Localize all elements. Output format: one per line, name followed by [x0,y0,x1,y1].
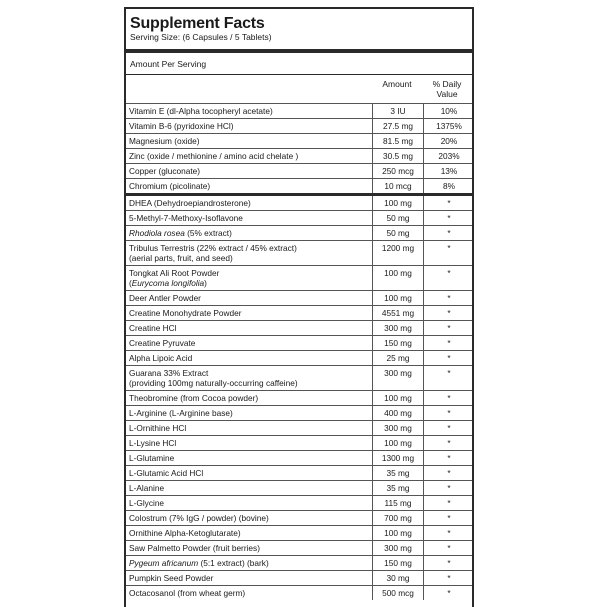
table-row [126,226,474,241]
amount-value: 25 mg [373,351,424,366]
amount-value: 100 mg [373,291,424,306]
amount-value: 35 mg [373,481,424,496]
daily-value: * [424,451,475,466]
table-row [126,211,474,226]
table-row [126,179,474,195]
daily-value-header: % Daily Value [432,79,462,99]
amount-value: 4551 mg [373,306,424,321]
amount-value: 100 mg [373,195,424,211]
daily-value: * [424,421,475,436]
amount-value: 115 mg [373,496,424,511]
ingredient-name: Zinc (oxide / methionine / amino acid chelate ) [126,149,373,164]
ingredient-name: Guarana 33% Extract (providing 100mg naturally-occurring caffeine) [126,366,373,391]
daily-value: 13% [424,164,475,179]
daily-value: * [424,366,475,391]
table-row [126,406,474,421]
daily-value: * [424,391,475,406]
ingredient-name: Vitamin B-6 (pyridoxine HCl) [126,119,373,134]
daily-value: * [424,586,475,601]
table-row [126,541,474,556]
amount-value: 1200 mg [373,241,424,266]
daily-value: * [424,436,475,451]
daily-value: * [424,526,475,541]
amount-value: 3 IU [373,104,424,119]
ingredient-name: Pygeum africanum (5:1 extract) (bark) [126,556,373,571]
ingredient-name: Tongkat Ali Root Powder (Eurycoma longifolia) [126,266,373,291]
serving-size: Serving Size: (6 Capsules / 5 Tablets) [130,32,272,42]
daily-value: 20% [424,134,475,149]
ingredient-name: L-Glutamine [126,451,373,466]
table-row [126,291,474,306]
amount-value: 50 mg [373,226,424,241]
ingredient-name: Creatine HCl [126,321,373,336]
ingredient-name: Octacosanol (from wheat germ) [126,586,373,601]
amount-value: 35 mg [373,466,424,481]
amount-value: 300 mg [373,421,424,436]
table-row [126,336,474,351]
supplement-facts-panel [124,7,474,607]
ingredient-name: Chromium (picolinate) [126,179,373,195]
table-row [126,195,474,211]
daily-value: * [424,241,475,266]
table-row [126,164,474,179]
table-row [126,351,474,366]
table-row [126,241,474,266]
amount-value: 300 mg [373,541,424,556]
amount-value: 81.5 mg [373,134,424,149]
amount-value: 1300 mg [373,451,424,466]
daily-value: 1375% [424,119,475,134]
daily-value: * [424,481,475,496]
ingredient-name: L-Ornithine HCl [126,421,373,436]
amount-value: 150 mg [373,556,424,571]
table-row [126,321,474,336]
amount-value: 700 mg [373,511,424,526]
daily-value: * [424,541,475,556]
ingredient-name: L-Glycine [126,496,373,511]
ingredient-name: Pumpkin Seed Powder [126,571,373,586]
amount-value: 400 mg [373,406,424,421]
ingredient-name: Colostrum (7% IgG / powder) (bovine) [126,511,373,526]
table-row [126,451,474,466]
table-row [126,366,474,391]
daily-value: * [424,406,475,421]
daily-value: * [424,306,475,321]
ingredient-name: Creatine Monohydrate Powder [126,306,373,321]
daily-value: 203% [424,149,475,164]
ingredient-name: Deer Antler Powder [126,291,373,306]
table-row [126,496,474,511]
amount-value: 50 mg [373,211,424,226]
ingredient-name: Theobromine (from Cocoa powder) [126,391,373,406]
ingredient-name: Magnesium (oxide) [126,134,373,149]
daily-value: * [424,291,475,306]
daily-value: * [424,336,475,351]
ingredient-name: Ornithine Alpha-Ketoglutarate) [126,526,373,541]
amount-value: 100 mg [373,266,424,291]
amount-value: 27.5 mg [373,119,424,134]
table-row [126,586,474,601]
daily-value: * [424,211,475,226]
amount-value: 10 mcg [373,179,424,195]
table-row [126,266,474,291]
table-row [126,466,474,481]
panel-title: Supplement Facts [130,15,265,32]
ingredient-name: Creatine Pyruvate [126,336,373,351]
table-row [126,511,474,526]
daily-value: * [424,496,475,511]
amount-value: 150 mg [373,336,424,351]
table-row [126,436,474,451]
ingredient-name: L-Arginine (L-Arginine base) [126,406,373,421]
amount-value: 300 mg [373,321,424,336]
table-row [126,149,474,164]
daily-value: * [424,195,475,211]
table-row [126,571,474,586]
table-row [126,391,474,406]
amount-value: 30 mg [373,571,424,586]
daily-value: 10% [424,104,475,119]
amount-value: 300 mg [373,366,424,391]
table-row [126,526,474,541]
amount-value: 100 mg [373,391,424,406]
ingredient-name: DHEA (Dehydroepiandrosterone) [126,195,373,211]
column-headers [126,75,472,103]
daily-value: * [424,571,475,586]
table-row [126,119,474,134]
ingredient-name: Copper (gluconate) [126,164,373,179]
daily-value: * [424,226,475,241]
ingredient-name: Tribulus Terrestris (22% extract / 45% extract) (aerial parts, fruit, and seed) [126,241,373,266]
ingredient-name: Saw Palmetto Powder (fruit berries) [126,541,373,556]
ingredient-name: L-Alanine [126,481,373,496]
ingredient-name: L-Lysine HCl [126,436,373,451]
table-row [126,306,474,321]
daily-value: * [424,511,475,526]
table-row [126,134,474,149]
daily-value: * [424,351,475,366]
amount-value: 100 mg [373,526,424,541]
table-row [126,556,474,571]
table-row [126,481,474,496]
ingredient-name: Alpha Lipoic Acid [126,351,373,366]
daily-value: * [424,556,475,571]
ingredient-name: Vitamin E (dl-Alpha tocopheryl acetate) [126,104,373,119]
facts-table [126,103,474,600]
amount-value: 250 mcg [373,164,424,179]
amount-value: 500 mcg [373,586,424,601]
ingredient-name: L-Glutamic Acid HCl [126,466,373,481]
amount-header: Amount [382,79,412,89]
amount-value: 30.5 mg [373,149,424,164]
amount-value: 100 mg [373,436,424,451]
ingredient-name: 5-Methyl-7-Methoxy-Isoflavone [126,211,373,226]
amount-per-serving: Amount Per Serving [130,59,207,69]
table-row [126,421,474,436]
daily-value: 8% [424,179,475,195]
table-row [126,104,474,119]
daily-value: * [424,466,475,481]
ingredient-name: Rhodiola rosea (5% extract) [126,226,373,241]
daily-value: * [424,266,475,291]
daily-value: * [424,321,475,336]
